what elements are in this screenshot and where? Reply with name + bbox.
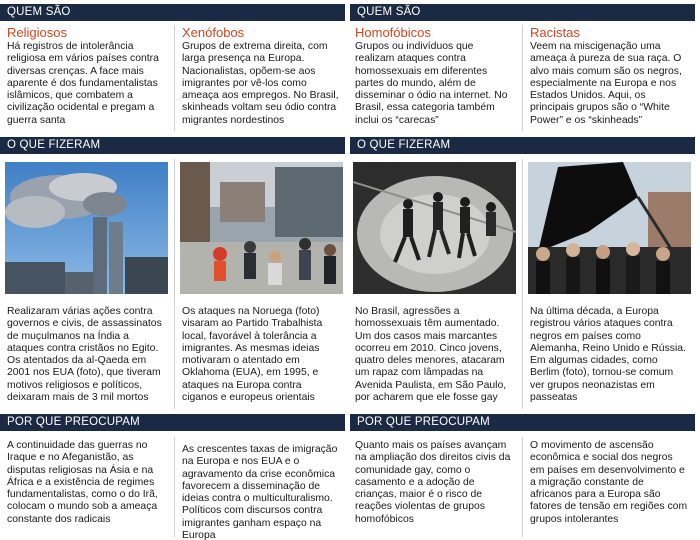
group-who-text: Veem na miscigenação uma ameaça à pureza de sua raça. O alvo mais comum são os negros, especialmente na Europa e nos Estados Unidos. Aqui, os principais grupos são o “White Power” e os “skinheads” <box>530 41 682 126</box>
group-religiosos-who <box>0 25 170 127</box>
group-did-text: Os ataques na Noruega (foto) visaram ao Partido Trabalhista local, favorável à tolerância a imigrantes. As mesmas ideias motivaram o atentado em Oklahoma (EUA), em 1995, e ataques na Europa contra ciganos e europeus orientais <box>182 306 323 404</box>
section-header-preocupam-right: POR QUE PREOCUPAM <box>350 414 695 431</box>
group-homofobicos-who <box>348 25 518 127</box>
group-title: Racistas <box>530 25 580 40</box>
group-why-text: A continuidade das guerras no Iraque e no Afeganistão, as disputas religiosas na Ásia e na África e a existência de regimes fundamentalistas, como o do Irã, colocam o mundo sob a ameaça constante dos radicais <box>7 440 158 525</box>
section-header-quem-right: QUEM SÃO <box>350 4 695 21</box>
group-title: Xenófobos <box>182 25 245 40</box>
group-why-text: Quanto mais os países avançam na ampliação dos direitos civis da comunidade gay, como o casamento e a adoção de crianças, maior é o risco de reações violentas de grupos homofóbicos <box>355 440 511 525</box>
group-why-text: O movimento de ascensão econômica e social dos negros em países em desenvolvimento e a migração constante de africanos para a Europa são fatores de tensão em regiões com grupos intolerantes <box>530 440 688 525</box>
group-religiosos-why <box>0 440 170 526</box>
group-xenofobos-why <box>174 437 344 540</box>
group-homofobicos-did <box>348 306 518 404</box>
group-racistas-who <box>522 25 692 131</box>
group-title: Religiosos <box>7 25 67 40</box>
group-who-text: Grupos de extrema direita, com larga presença na Europa. Nacionalistas, opõem-se aos imigrantes por vê-los como ameaça aos empregos. No Brasil, skinheads voltam seu ódio contra migrantes nordestinos <box>182 41 339 126</box>
section-header-quem-left: QUEM SÃO <box>0 4 345 21</box>
group-title: Homofóbicos <box>355 25 431 40</box>
section-header-fizeram-left: O QUE FIZERAM <box>0 137 345 154</box>
group-xenofobos-who <box>174 25 344 131</box>
group-racistas-why <box>522 437 692 537</box>
group-did-text: Na última década, a Europa registrou vários ataques contra negros em países como Alemanha, Reino Unido e Rússia. Em algumas cidades, como Berlim (foto), tornou-se comum ver grupos neonazistas em passeatas <box>530 306 686 404</box>
group-did-text: Realizaram várias ações contra governos e civis, de assassinatos de muçulmanos na Índia a ataques contra cristãos no Egito. Os atentados da al-Qaeda em 2001 nos EUA (foto), que tiveram motivos religiosos e políticos, deixaram mais de 3 mil mortos <box>7 306 162 404</box>
photo-sao-paulo-cctv <box>353 162 516 294</box>
section-header-fizeram-right: O QUE FIZERAM <box>350 137 695 154</box>
section-header-preocupam-left: POR QUE PREOCUPAM <box>0 414 345 431</box>
group-did-text: No Brasil, agressões a homossexuais têm aumentado. Um dos casos mais marcantes ocorreu em 2010. Cinco jovens, quatro deles menores, atacaram um rapaz com lâmpadas na Avenida Paulista, em São Paulo, por acharem que ele fosse gay <box>355 306 507 404</box>
group-racistas-did <box>522 159 692 409</box>
group-xenofobos-did <box>174 159 344 409</box>
group-why-text: As crescentes taxas de imigração na Europa e nos EUA e o agravamento da crise econômica favorecem a disseminação de ideias contra o multiculturalismo. Políticos com discursos contra imigrantes ganham espaço na Europa <box>182 444 338 540</box>
photo-twin-towers <box>5 162 168 294</box>
group-who-text: Grupos ou indivíduos que realizam ataques contra homossexuais em diferentes partes do mundo, além de disseminar o ódio na internet. No Brasil, essa categoria também inclui os “carecas” <box>355 41 508 126</box>
group-who-text: Há registros de intolerância religiosa em vários países contra diversas crenças. A face mais aparente é dos fundamentalistas islâmicos, que combatem a civilização ocidental e pregam a guerra santa <box>7 41 159 126</box>
group-religiosos-did <box>0 306 170 404</box>
group-homofobicos-why <box>348 440 518 526</box>
